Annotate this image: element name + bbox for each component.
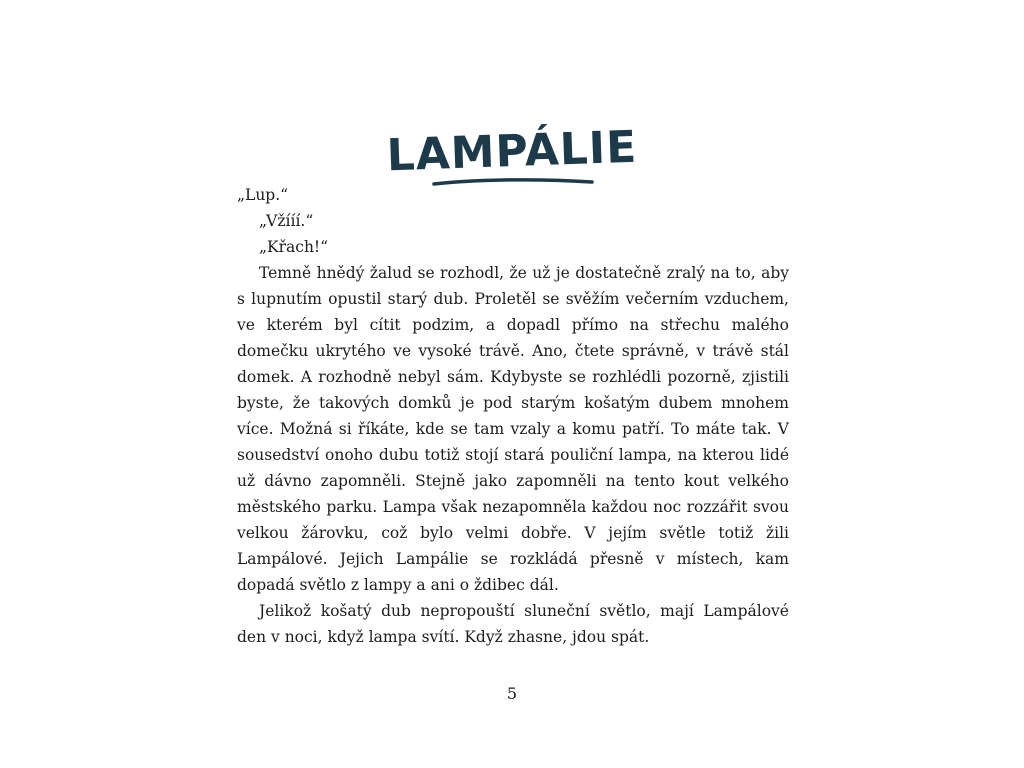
paragraph: „Křach!“ — [259, 238, 329, 256]
page-number: 5 — [506, 684, 518, 703]
paragraph: Temně hnědý žalud se rozhodl, že už je dostatečně zralý na to, aby s lupnutím opustil starý dub. Proletěl se svěžím večerním vzduchem, ve kterém byl cítit podzim, a dopadl přímo na střechu malého domečku ukrytého ve vysoké trávě. Ano, čtete správně, v trávě stál domek. A rozhodně nebyl sám. Kdybyste se rozhlédli pozorně, zjistili byste, že takových domků je pod starým košatým dubem mnohem více. Možná si říkáte, kde se tam vzaly a komu patří. To máte tak. V sousedství onoho dubu totiž stojí stará pouliční lampa, na kterou lidé už dávno zapomněli. Stejně jako zapomněli na tento kout velkého městského parku. Lampa však nezapomněla každou noc rozzářit svou velkou žárovku, což bylo velmi dobře. V jejím světle totiž žili Lampálové. Jejich Lampálie se rozkládá přesně v místech, kam dopadá světlo z lampy a ani o ždibec dál. — [237, 264, 789, 594]
paragraph: „Lup.“ — [237, 186, 289, 204]
paragraph: Jelikož košatý dub nepropouští sluneční světlo, mají Lampálové den v noci, když lampa svítí. Když zhasne, jdou spát. — [237, 602, 789, 646]
chapter-body — [237, 182, 789, 650]
chapter-title-text: Lampálie — [385, 121, 639, 182]
chapter-title-lettering — [385, 104, 639, 194]
paragraph: „Vžííí.“ — [259, 212, 314, 230]
chapter-title — [385, 104, 639, 194]
